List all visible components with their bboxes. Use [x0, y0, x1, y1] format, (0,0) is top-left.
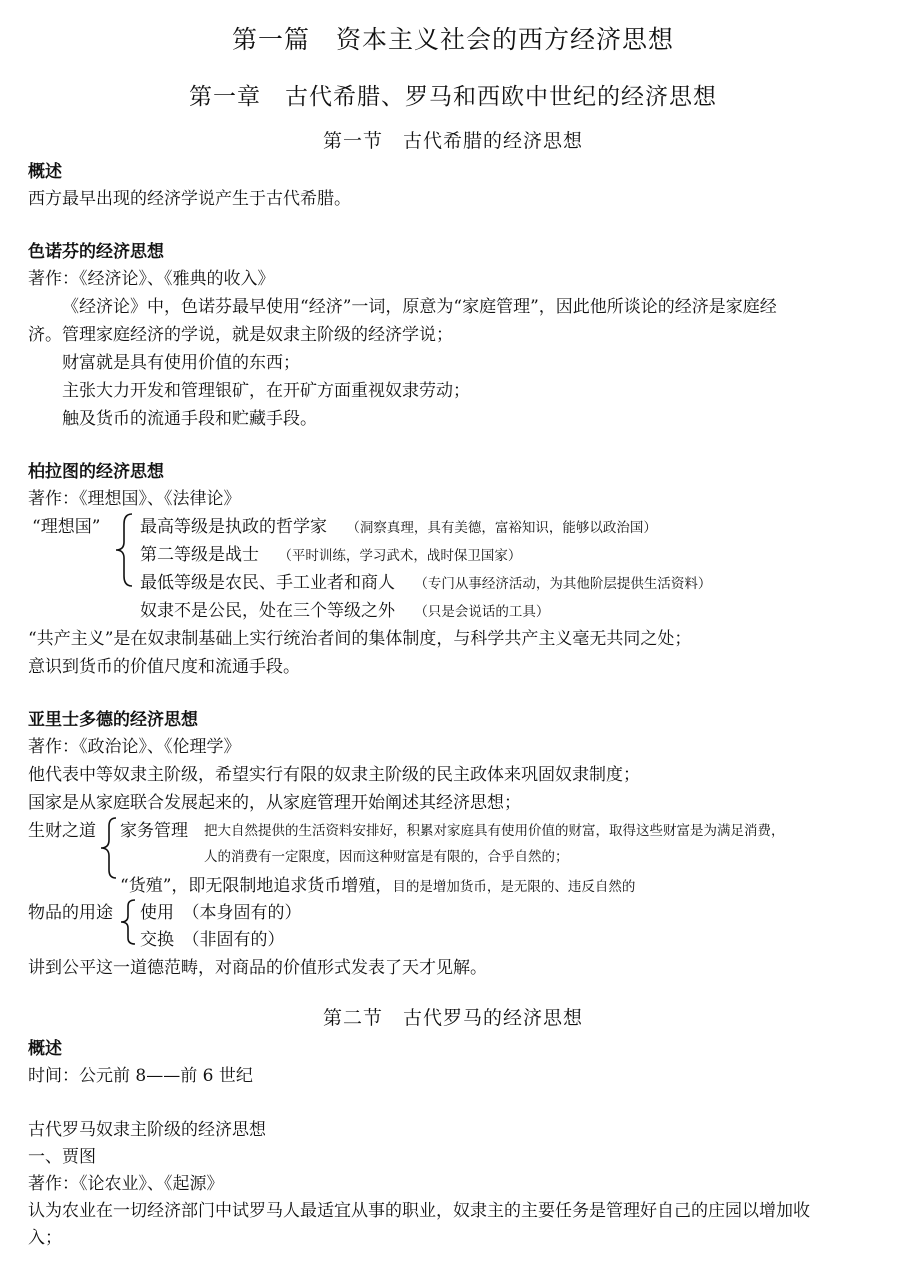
rank-label: 第二等级是战士	[140, 545, 259, 565]
rank-note: （平时训练，学习武术，战时保卫国家）	[278, 548, 522, 564]
aristotle-works: 著作：《政治论》、《伦理学》	[28, 737, 241, 757]
roman-sub-heading: 古代罗马奴隶主阶级的经济思想	[28, 1120, 266, 1140]
slaves-label: 奴隶不是公民，处在三个等级之外	[140, 601, 395, 621]
section-title-2: 第二节 古代罗马的经济思想	[322, 1007, 583, 1029]
household-note-line2: 人的消费有一定限度，因而这种财富是有限的，合乎自然的；	[204, 849, 569, 865]
chrematistics-label: “货殖”，即无限制地追求货币增殖，	[120, 876, 393, 896]
rank-label: 最高等级是执政的哲学家	[140, 517, 327, 537]
household-note-line1: 把大自然提供的生活资料安排好，积累对家庭具有使用价值的财富，取得这些财富是为满足消费，	[204, 823, 785, 839]
chrematistics-note: 目的是增加货币，是无限的、违反自然的	[392, 879, 636, 895]
plato-works: 著作：《理想国》、《法律论》	[28, 489, 241, 509]
plato-rank-3	[140, 568, 711, 593]
uses-brace-label: 物品的用途	[28, 903, 113, 923]
aristotle-line: 国家是从家庭联合发展起来的，从家庭管理开始阐述其经济思想；	[28, 793, 521, 813]
rank-note: （洞察真理，具有美德，富裕知识，能够以政治国）	[346, 520, 657, 536]
plato-heading: 柏拉图的经济思想	[28, 462, 164, 482]
aristotle-line: 他代表中等奴隶主阶级，希望实行有限的奴隶主阶级的民主政体来巩固奴隶制度；	[28, 765, 640, 785]
xenophon-point: 财富就是具有使用价值的东西；	[62, 353, 300, 373]
curly-brace-icon	[98, 816, 120, 880]
rank-label: 最低等级是农民、手工业者和商人	[140, 573, 395, 593]
xenophon-works: 著作：《经济论》、《雅典的收入》	[28, 269, 275, 289]
time-text: 时间：公元前 8——前 6 世纪	[28, 1066, 253, 1086]
wealth-brace-label: 生财之道	[28, 821, 96, 841]
use-item: 交换 （非固有的）	[140, 930, 285, 950]
household-label: 家务管理	[120, 821, 188, 841]
plato-rank-1	[140, 512, 657, 537]
plato-money: 意识到货币的价值尺度和流通手段。	[28, 657, 300, 677]
section-title-1: 第一节 古代希腊的经济思想	[322, 130, 583, 152]
cato-line1: 认为农业在一切经济部门中试罗马人最适宜从事的职业，奴隶主的主要任务是管理好自己的庄园以增加收	[28, 1201, 810, 1221]
rank-note: （专门从事经济活动，为其他阶层提供生活资料）	[414, 576, 712, 592]
cato-line2: 入；	[28, 1228, 62, 1248]
republic-brace-label: “理想国”	[32, 517, 101, 537]
use-item: 使用 （本身固有的）	[140, 903, 302, 923]
plato-rank-2	[140, 540, 521, 565]
overview-heading: 概述	[28, 162, 62, 182]
part-title: 第一篇 资本主义社会的西方经济思想	[231, 25, 674, 54]
chapter-title: 第一章 古代希腊、罗马和西欧中世纪的经济思想	[189, 84, 717, 110]
xenophon-point: 主张大力开发和管理银矿，在开矿方面重视奴隶劳动；	[62, 381, 470, 401]
xenophon-paragraph-line2: 济。管理家庭经济的学说，就是奴隶主阶级的经济学说；	[28, 325, 453, 345]
aristotle-heading: 亚里士多德的经济思想	[28, 710, 198, 730]
xenophon-heading: 色诺芬的经济思想	[28, 242, 164, 262]
curly-brace-icon	[112, 512, 136, 588]
chrematistics-line	[120, 871, 635, 896]
cato-heading: 一、贾图	[28, 1147, 96, 1167]
overview-text: 西方最早出现的经济学说产生于古代希腊。	[28, 189, 351, 209]
aristotle-justice: 讲到公平这一道德范畴，对商品的价值形式发表了天才见解。	[28, 958, 487, 978]
slaves-note: （只是会说话的工具）	[414, 604, 550, 620]
curly-brace-icon	[118, 898, 138, 946]
plato-slaves	[140, 596, 549, 621]
overview-heading: 概述	[28, 1039, 62, 1059]
xenophon-point: 触及货币的流通手段和贮藏手段。	[62, 409, 317, 429]
plato-communism: “共产主义”是在奴隶制基础上实行统治者间的集体制度，与科学共产主义毫无共同之处；	[28, 629, 692, 649]
cato-works: 著作：《论农业》、《起源》	[28, 1174, 224, 1194]
xenophon-paragraph-line1: 《经济论》中，色诺芬最早使用“经济”一词，原意为“家庭管理”，因此他所谈论的经济是家庭经	[62, 297, 777, 317]
